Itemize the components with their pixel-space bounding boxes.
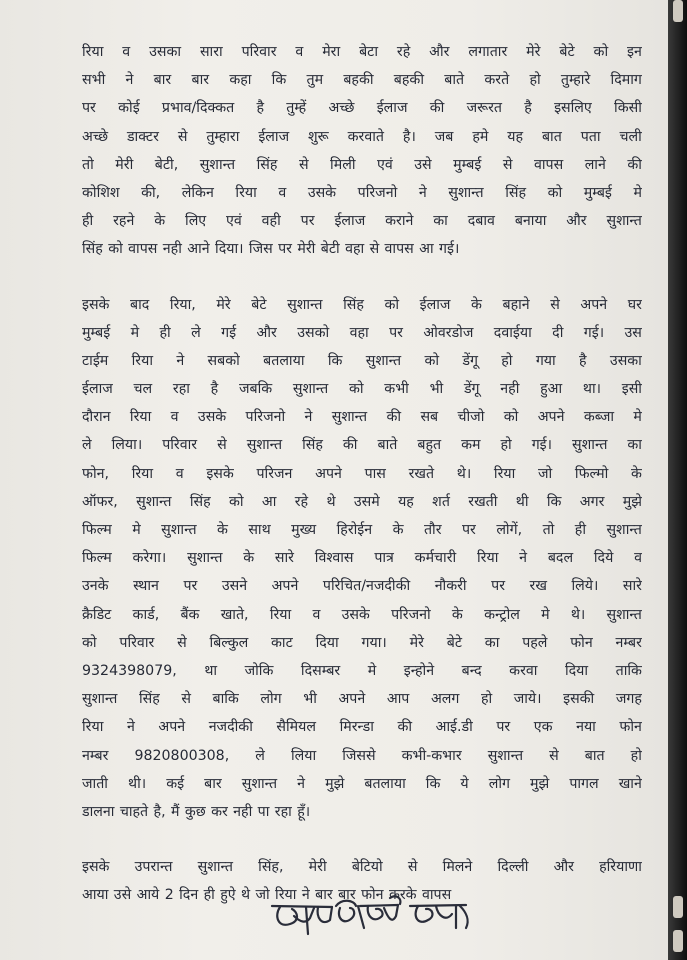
text-line: जाती थी। कई बार सुशान्त ने मुझे बतलाया कि ये लोग मुझे पागल खाने	[82, 775, 642, 792]
text-line: अच्छे डाक्टर से तुम्हारा ईलाज शुरू करवाते है। जब हमे यह बात पता चली	[82, 128, 642, 145]
text-line: को परिवार से बिल्कुल काट दिया गया। मेरे बेटे का पहले फोन नम्बर	[82, 634, 642, 651]
edge-tab-mark	[673, 896, 683, 918]
text-line: सभी ने बार बार कहा कि तुम बहकी बहकी बाते करते हो तुम्हारे दिमाग	[82, 72, 642, 89]
text-line: टाईम रिया ने सबको बतलाया कि सुशान्त को डेंगू हो गया है उसका	[82, 352, 642, 369]
text-line: कोशिश की, लेकिन रिया व उसके परिजनो ने सुशान्त सिंह को मुम्बई मे	[82, 184, 642, 201]
paragraph	[82, 291, 642, 827]
text-line: ईलाज चल रहा है जबकि सुशान्त को कभी भी डेंगू नही हुआ था। इसी	[82, 381, 642, 398]
text-line: तो मेरी बेटी, सुशान्त सिंह से मिली एवं उसे मुम्बई से वापस लाने की	[82, 156, 642, 173]
text-line: पर कोई प्रभाव/दिक्कत है तुम्हें अच्छे ईलाज की जरूरत है इसलिए किसी	[82, 100, 642, 117]
text-line: रिया ने अपने नजदीकी सैमियल मिरन्डा की आई.डी पर एक नया फोन	[82, 719, 642, 736]
signature-scribble-icon	[270, 894, 490, 942]
text-line: फिल्म मे सुशान्त के साथ मुख्य हिरोईन के तौर पर लोगें, तो ही सुशान्त	[82, 522, 642, 538]
text-line: ले लिया। परिवार से सुशान्त सिंह की बाते बहुत कम हो गई। सुशान्त का	[82, 437, 642, 454]
text-line: सुशान्त सिंह से बाकि लोग भी अपने आप अलग हो जाये। इसकी जगह	[82, 691, 642, 708]
letter-body	[82, 38, 642, 936]
text-line: मुम्बई मे ही ले गई और उसको वहा पर ओवरडोज दवाईया दी गई। उस	[82, 324, 642, 341]
paragraph	[82, 38, 642, 264]
edge-tab-mark	[673, 0, 683, 22]
text-line: फिल्म करेगा। सुशान्त के सारे विश्वास पात्र कर्मचारी रिया ने बदल दिये व	[82, 550, 642, 567]
text-line: दौरान रिया व उसके परिजनो ने सुशान्त की सब चीजो को अपने कब्जा मे	[82, 409, 642, 426]
page-edge-shadow	[668, 0, 687, 960]
edge-tab-mark	[673, 930, 683, 952]
text-line: ही रहने के लिए एवं वही पर ईलाज कराने का दबाव बनाया और सुशान्त	[82, 213, 642, 230]
text-line: इसके बाद रिया, मेरे बेटे सुशान्त सिंह को ईलाज के बहाने से अपने घर	[82, 296, 642, 313]
text-line: इसके उपरान्त सुशान्त सिंह, मेरी बेटियो से मिलने दिल्ली और हरियाणा	[82, 859, 642, 876]
text-line: ऑफर, सुशान्त सिंह को आ रहे थे उसमे यह शर्त रखती थी कि अगर मुझे	[82, 493, 642, 510]
text-line: आया उसे आये 2 दिन ही हुऐ थे जो रिया ने बार बार फोन करके वापस	[82, 887, 452, 904]
text-line: उनके स्थान पर उसने अपने परिचित/नजदीकी नौकरी पर रख लिये। सारे	[82, 578, 642, 595]
text-line: नम्बर 9820800308, ले लिया जिससे कभी-कभार सुशान्त से बात हो	[82, 747, 642, 764]
text-line: डालना चाहते है, मैं कुछ कर नही पा रहा हूँ।	[82, 803, 311, 820]
text-line: फोन, रिया व इसके परिजन अपने पास रखते थे। रिया जो फिल्मो के	[82, 465, 642, 482]
signature	[270, 894, 490, 942]
text-line: सिंह को वापस नही आने दिया। जिस पर मेरी बेटी वहा से वापस आ गई।	[82, 241, 460, 258]
text-line: क्रैडिट कार्ड, बैंक खाते, रिया व उसके परिजनो के कन्ट्रोल मे थे। सुशान्त	[82, 606, 642, 623]
text-line: 9324398079, था जोकि दिसम्बर मे इन्होने बन्द करवा दिया ताकि	[82, 662, 642, 679]
text-line: रिया व उसका सारा परिवार व मेरा बेटा रहे और लगातार मेरे बेटे को इन	[82, 44, 642, 60]
